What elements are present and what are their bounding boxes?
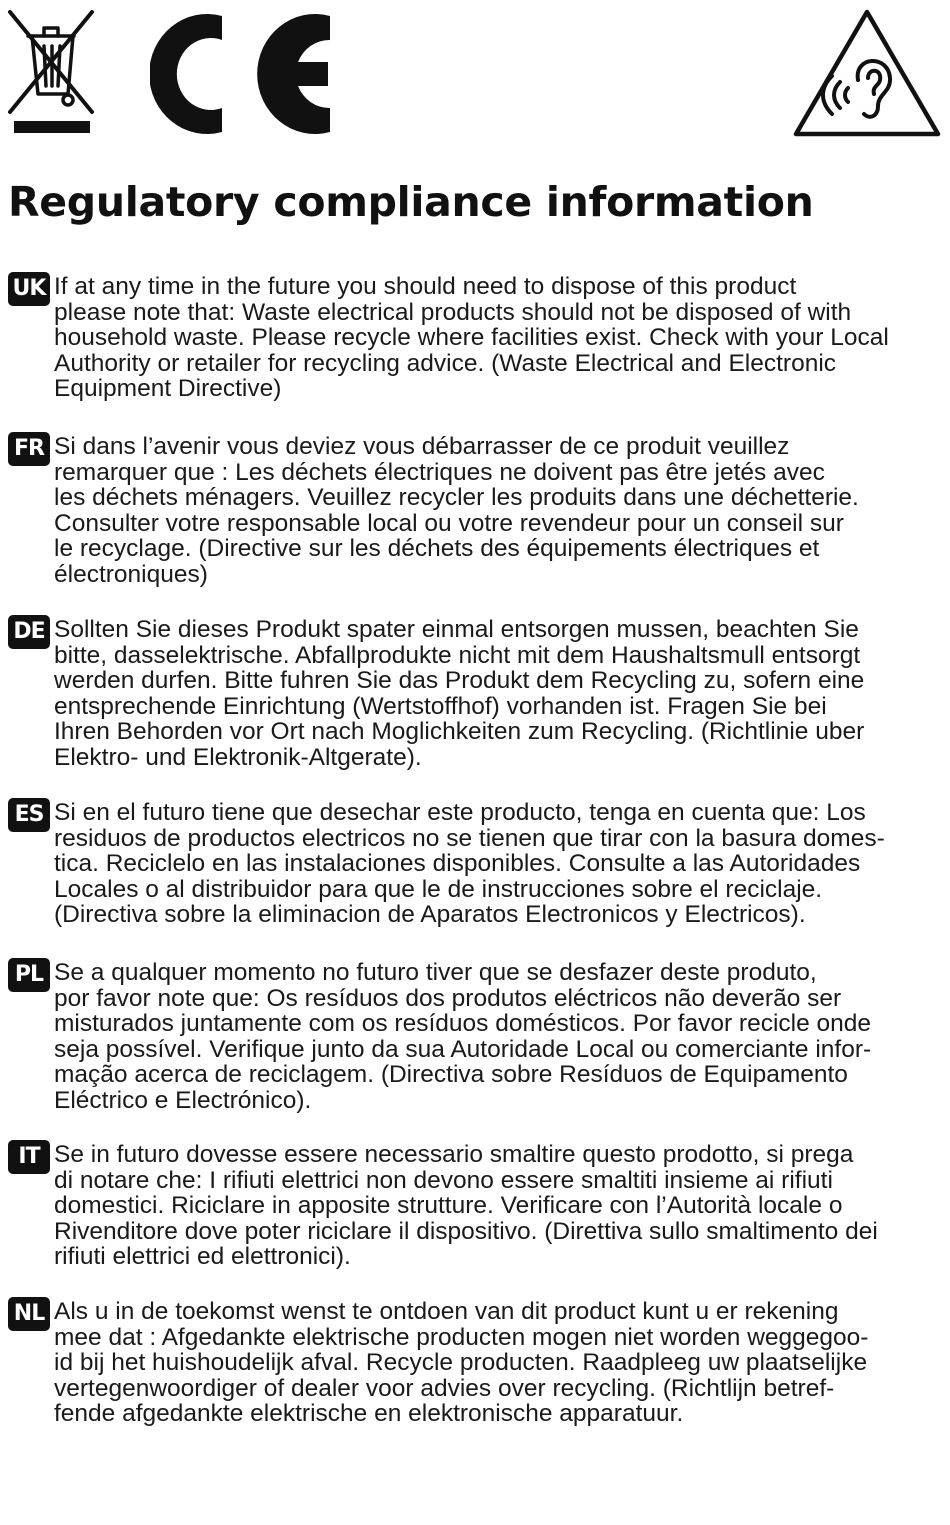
language-badge-it: IT bbox=[8, 1140, 50, 1174]
language-badge-de: DE bbox=[8, 615, 50, 649]
language-badge-nl: NL bbox=[8, 1297, 50, 1331]
language-badge-uk: UK bbox=[8, 272, 50, 306]
section-fr-text: Si dans l’avenir vous deviez vous débarrasser de ce produit veuillez remarquer que : Les déchets électriques ne doivent pas être jetés avec les déchets ménagers. Veuillez recycler les produits dans une déchetterie. Consulter votre responsable local ou votre revendeur pour un conseil sur le recyclage. (Directive sur les déchets des équipements électriques et électroniques) bbox=[54, 433, 859, 588]
language-badge-pl: PL bbox=[8, 958, 50, 992]
crossed-out-bin-icon bbox=[6, 8, 96, 136]
section-uk-text: If at any time in the future you should need to dispose of this product please note that: Waste electrical products should not be disposed of with household waste. Please recycle where facilities exist. Check with your Local Authority or retailer for recycling advice. (Waste Electrical and Electronic Equipment Directive) bbox=[54, 273, 889, 402]
section-nl-text: Als u in de toekomst wenst te ontdoen van dit product kunt u er rekening mee dat : Afgedankte elektrische producten mogen niet worden weggegoo- id bij het huishoudelijk afval. Recycle producten. Raadpleeg uw plaatselijke vertegenwoordiger of dealer voor advies over recycling. (Richtlijn betref- fende afgedankte elektrische en elektronische apparatuur. bbox=[54, 1298, 869, 1427]
language-badge-es: ES bbox=[8, 798, 50, 832]
section-de-text: Sollten Sie dieses Produkt spater einmal entsorgen mussen, beachten Sie bitte, dasselektrische. Abfallprodukte nicht mit dem Haushaltsmull entsorgt werden durfen. Bitte fuhren Sie das Produkt dem Recycling zu, sofern eine entsprechende Einrichtung (Wertstoffhof) vorhanden ist. Fragen Sie bei Ihren Behorden vor Ort nach Moglichkeiten zum Recycling. (Richtlinie uber Elektro- und Elektronik-Altgerate). bbox=[54, 616, 865, 771]
section-it-text: Se in futuro dovesse essere necessario smaltire questo prodotto, si prega di notare che: I rifiuti elettrici non devono essere smaltiti insieme ai rifiuti domestici. Riciclare in apposite strutture. Verificare con l’Autorità locale o Rivenditore dove poter riciclare il dispositivo. (Direttiva sullo smaltimento dei rifiuti elettrici ed elettronici). bbox=[54, 1141, 878, 1270]
section-pl-text: Se a qualquer momento no futuro tiver que se desfazer deste produto, por favor note que: Os resíduos dos produtos eléctricos não deverão ser misturados juntamente com os resíduos domésticos. Por favor recicle onde seja possível. Verifique junto da sua Autoridade Local ou comerciante infor- mação acerca de reciclagem. (Directiva sobre Resíduos de Equipamento Eléctrico e Electrónico). bbox=[54, 959, 872, 1114]
page-title: Regulatory compliance information bbox=[8, 178, 814, 226]
section-es-text: Si en el futuro tiene que desechar este producto, tenga en cuenta que: Los residuos de productos electricos no se tienen que tirar con la basura domes- tica. Reciclelo en las instalaciones disponibles. Consulte a las Autoridades Locales o al distribuidor para que le de instrucciones sobre el reciclaje. (Directiva sobre la eliminacion de Aparatos Electronicos y Electricos). bbox=[54, 799, 885, 928]
symbol-row bbox=[0, 0, 950, 150]
ce-mark-icon bbox=[150, 8, 335, 136]
language-badge-fr: FR bbox=[8, 432, 50, 466]
hearing-warning-icon bbox=[792, 8, 942, 138]
